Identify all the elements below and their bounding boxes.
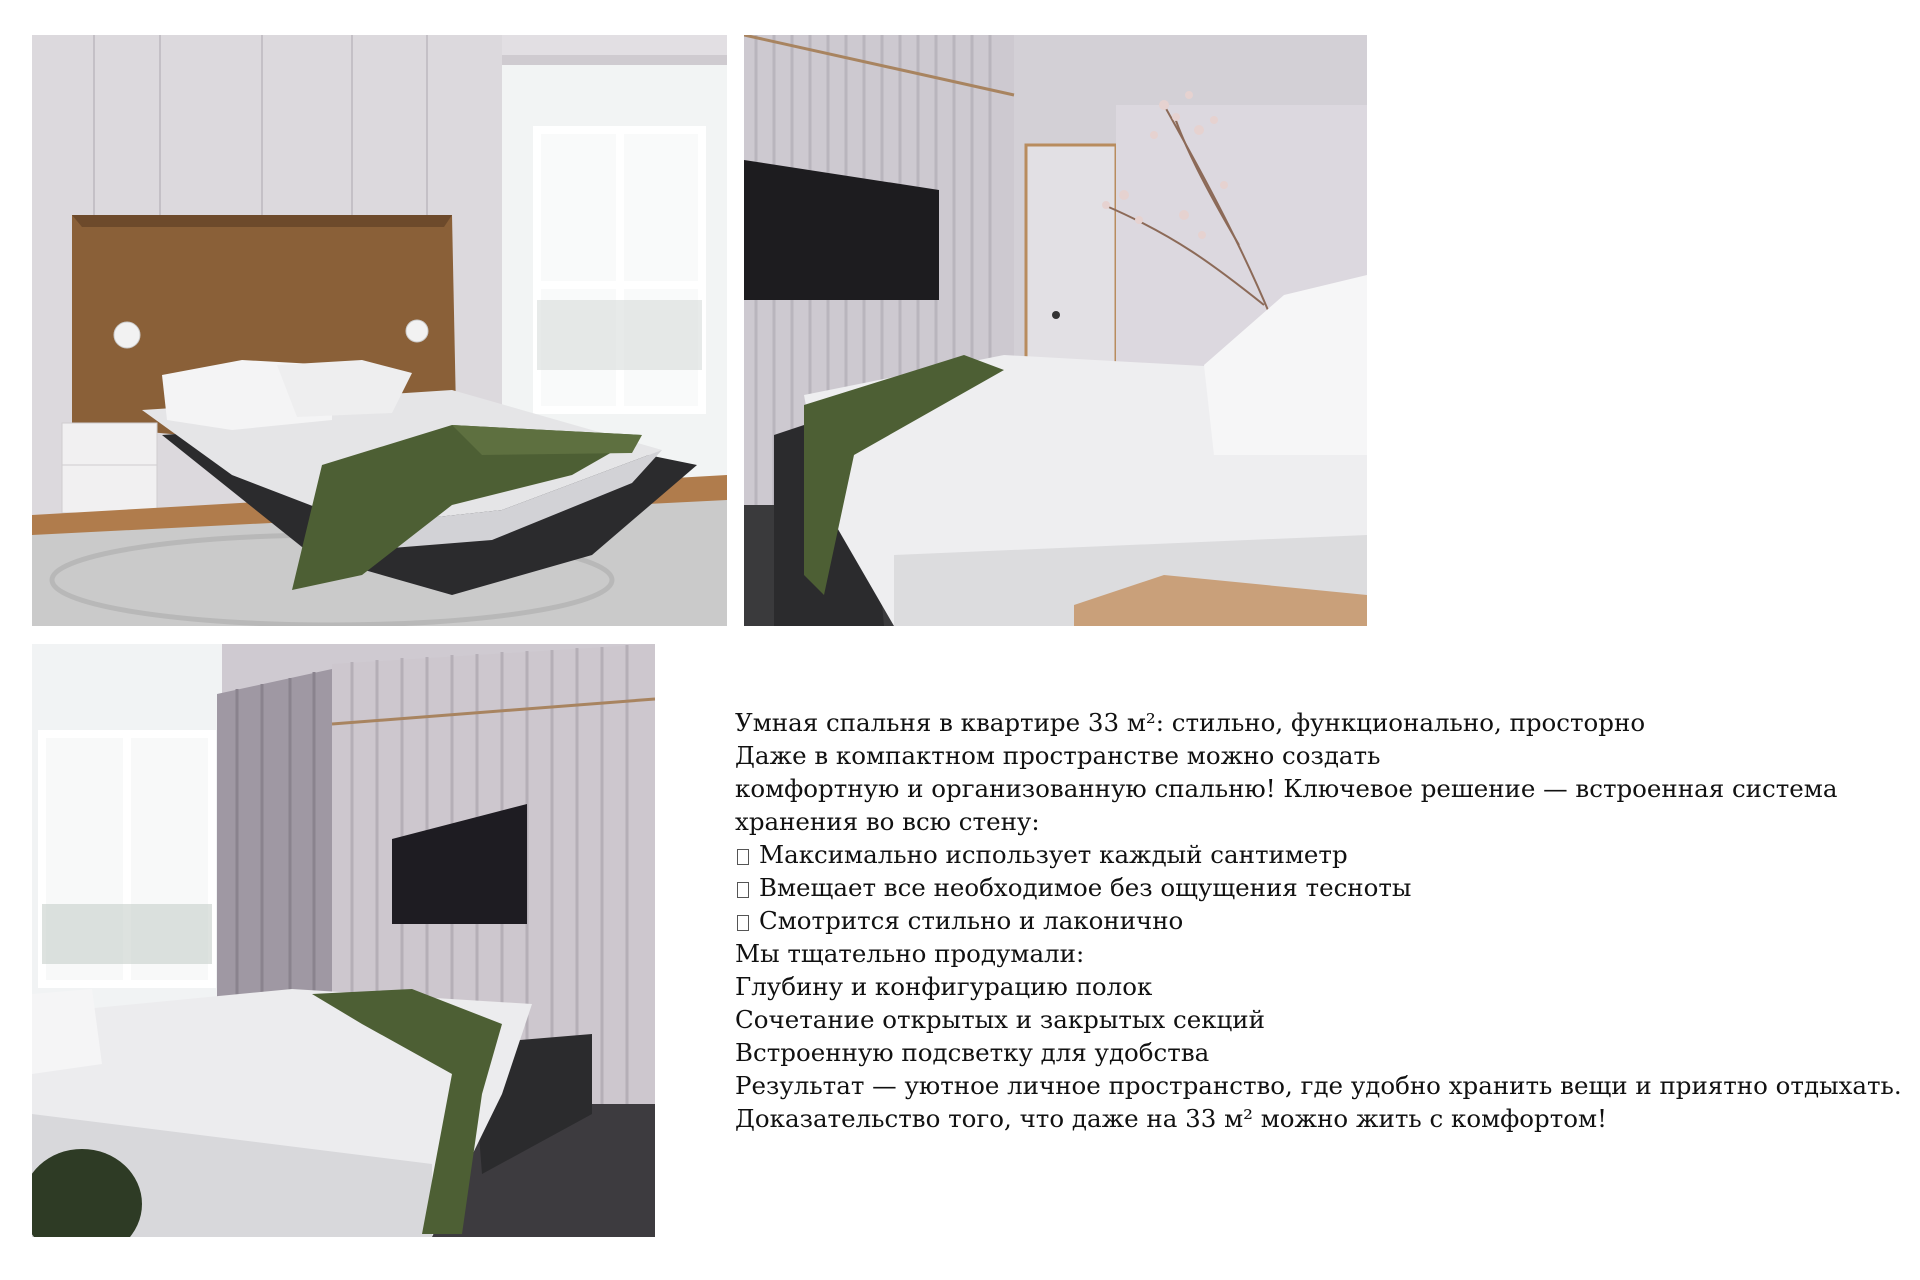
article-text xyxy=(735,706,1902,1135)
article-headline: Умная спальня в квартире 33 м²: стильно, функционально, просторно xyxy=(735,708,1646,737)
considered-item: Встроенную подсветку для удобства xyxy=(735,1038,1210,1067)
benefit-text: Смотрится стильно и лаконично xyxy=(759,906,1184,935)
intro-line: хранения во всю стену: xyxy=(735,807,1040,836)
result-text: Результат — уютное личное пространство, где удобно хранить вещи и приятно отдыхать. xyxy=(735,1071,1902,1100)
considered-item: Глубину и конфигурацию полок xyxy=(735,972,1153,1001)
intro-line: комфортную и организованную спальню! Ключевое решение — встроенная система xyxy=(735,774,1838,803)
proof-text: Доказательство того, что даже на 33 м² можно жить с комфортом! xyxy=(735,1104,1607,1133)
bedroom-photo-window xyxy=(32,644,655,1237)
considered-item: Сочетание открытых и закрытых секций xyxy=(735,1005,1265,1034)
checkbox-glyph-icon xyxy=(737,882,749,898)
benefit-text: Максимально использует каждый сантиметр xyxy=(759,840,1348,869)
intro-line: Даже в компактном пространстве можно создать xyxy=(735,741,1381,770)
bedroom-photo-tv-door xyxy=(744,35,1367,626)
bedroom-photo-wardrobe xyxy=(32,35,727,626)
checkbox-glyph-icon xyxy=(737,849,749,865)
checkbox-glyph-icon xyxy=(737,915,749,931)
benefit-item xyxy=(735,838,1895,871)
benefit-text: Вмещает все необходимое без ощущения тесноты xyxy=(759,873,1412,902)
benefit-item xyxy=(735,904,1895,937)
considered-title: Мы тщательно продумали: xyxy=(735,939,1085,968)
benefit-item xyxy=(735,871,1895,904)
